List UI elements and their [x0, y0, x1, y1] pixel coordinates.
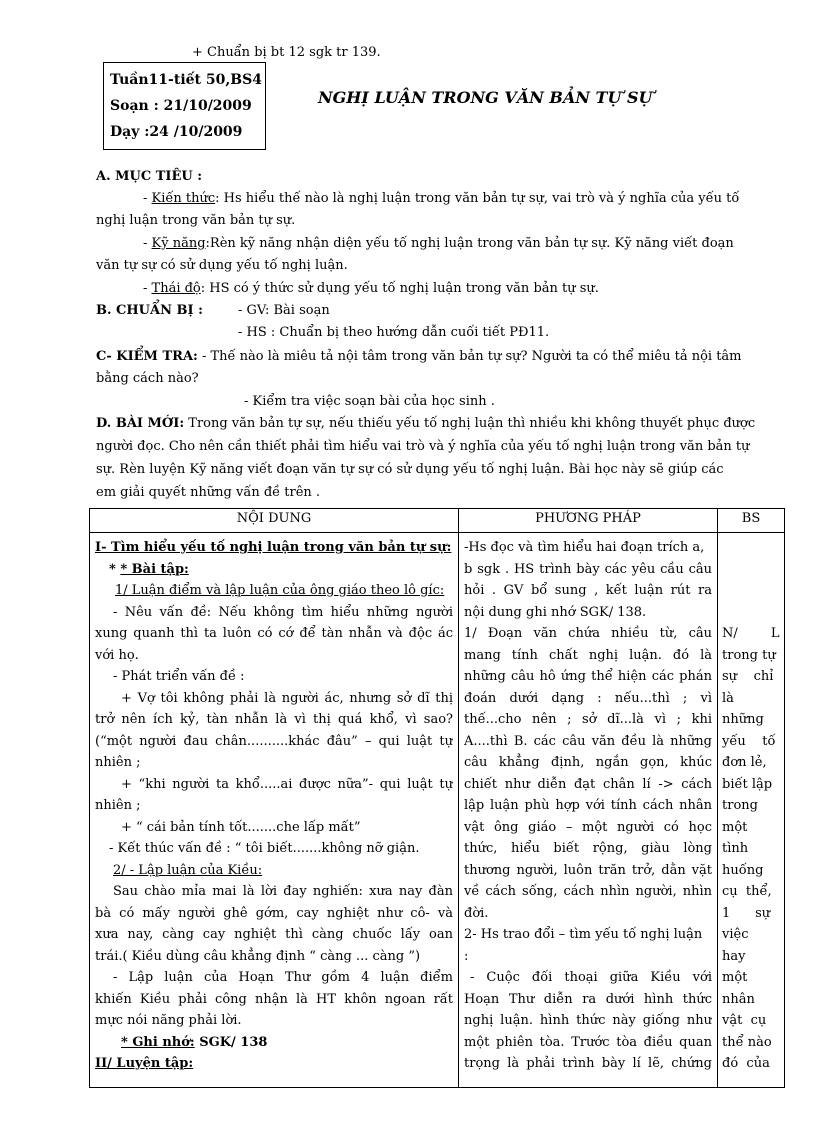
notes-line: vật cụ: [722, 1013, 767, 1028]
preparation-note: + Chuẩn bị bt 12 sgk tr 139.: [192, 45, 381, 60]
skill-objective: - Kỹ năng:Rèn kỹ năng nhận diện yếu tố nghị luận trong văn bản tự sự. Kỹ năng viết đoạn: [143, 236, 734, 251]
method-line: một phiên tòa. Trước tòa điều quan: [464, 1034, 712, 1050]
content-line: - Nêu vấn đề: Nếu không tìm hiểu những người: [113, 604, 453, 620]
content-line: [95, 1032, 453, 1054]
section-d-line4: em giải quyết những vấn đề trên .: [96, 485, 321, 500]
column-divider: [458, 509, 459, 1087]
header-method: PHƯƠNG PHÁP: [535, 511, 641, 526]
knowledge-objective: - Kiến thức: Hs hiểu thế nào là nghị luận trong văn bản tự sự, vai trò và ý nghĩa của yếu tố: [143, 191, 740, 206]
content-line: trở nên ích kỷ, tàn nhẫn là vì thị quá khổ, vì sao?: [95, 712, 453, 727]
lesson-info-box: [103, 62, 266, 150]
student-preparation: - HS : Chuẩn bị theo hướng dẫn cuối tiết PĐ11.: [238, 325, 550, 340]
section-c-line3: - Kiểm tra việc soạn bài của học sinh .: [244, 394, 495, 409]
notes-line: một: [722, 819, 748, 835]
method-line: -Hs đọc và tìm hiểu hai đoạn trích a,: [464, 540, 705, 555]
section-b-heading: B. CHUẨN BỊ :: [96, 303, 203, 318]
section-d-line3: sự. Rèn luyện Kỹ năng viết đoạn văn tự sự có sử dụng yếu tố nghị luận. Bài học này sẽ giúp các: [96, 462, 724, 477]
skill-text: :Rèn kỹ năng nhận diện yếu tố nghị luận trong văn bản tự sự. Kỹ năng viết đoạn: [205, 236, 734, 251]
method-line: đoán dưới dạng : nếu...thì ; vì: [464, 690, 712, 706]
method-line: thức, hiểu biết rộng, giàu lòng: [464, 841, 712, 856]
notes-line: 1 sự: [722, 905, 771, 921]
notes-line: tình: [722, 841, 749, 856]
method-line: câu khẳng định, ngắn gọn, khúc: [464, 755, 712, 770]
section-d-heading: D. BÀI MỚI:: [96, 416, 185, 431]
method-line: trọng là phải trình bày lí lẽ, chứng: [464, 1056, 712, 1071]
lesson-table: [89, 508, 785, 1088]
section-d-line1: [96, 413, 755, 435]
content-line: + “khi người ta khổ.....ai được nữa”- qui luật tự: [121, 776, 453, 792]
notes-line: biết lập: [722, 776, 773, 792]
content-line: 2/ - Lập luận của Kiều:: [113, 862, 263, 878]
content-line: trái.( Kiều dùng câu khẳng định “ càng ... càng ”): [95, 948, 421, 964]
teacher-preparation: - GV: Bài soạn: [238, 303, 330, 318]
summary-label: * Ghi nhớ:: [121, 1034, 195, 1050]
content-line: - Lập luận của Hoạn Thư gồm 4 luận điểm: [113, 970, 453, 985]
notes-line: sự chỉ: [722, 669, 774, 684]
content-line: + “ cái bản tính tốt.......che lấp mất”: [121, 819, 361, 835]
notes-line: một: [722, 970, 748, 985]
method-line: - Cuộc đối thoại giữa Kiều với: [470, 970, 712, 985]
content-line: khiến Kiều phải công nhận là HT khôn ngoan rất: [95, 991, 453, 1007]
method-line: về cách sống, cách nhìn người, nhìn: [464, 884, 712, 899]
attitude-label: Thái độ: [151, 281, 201, 296]
method-line: lập luận phù hợp với tính cách nhân: [464, 798, 712, 813]
notes-line: là: [722, 690, 734, 706]
method-line: mang tính chất nghị luận. đó là: [464, 647, 712, 663]
method-line: thế...cho nên ; sở dĩ...là vì ; khi: [464, 712, 712, 727]
method-column: [464, 537, 712, 1075]
notes-line: huống: [722, 862, 764, 878]
summary-ref: SGK/ 138: [194, 1034, 268, 1050]
content-line: xung quanh thì ta luôn có cớ để tàn nhẫn và độc ác: [95, 626, 453, 641]
content-column: [95, 537, 453, 1075]
method-line: nội dung ghi nhớ SGK/ 138.: [464, 604, 647, 620]
method-line: Hoạn Thư diễn ra dưới hình thức: [464, 991, 712, 1007]
notes-line: hay: [722, 948, 746, 964]
method-line: thương người, luôn trăn trở, dằn vặt: [464, 862, 712, 878]
section-c-line2: bằng cách nào?: [96, 371, 199, 386]
knowledge-objective-cont: nghị luận trong văn bản tự sự.: [96, 213, 296, 228]
header-row-divider: [90, 532, 784, 533]
content-line: với họ.: [95, 647, 139, 663]
content-line: - Phát triển vấn đề :: [113, 669, 245, 684]
method-line: nghị luận. hình thức này giống như: [464, 1013, 712, 1028]
content-line: - Kết thúc vấn đề : “ tôi biết.......không nỡ giận.: [109, 841, 420, 856]
method-line: A....thì B. các câu văn đều là những: [464, 733, 712, 749]
lesson-title: NGHỊ LUẬN TRONG VĂN BẢN TỰ SỰ: [318, 88, 653, 107]
notes-line: thể nào: [722, 1034, 772, 1050]
method-line: hỏi . GV bổ sung , kết luận rút ra: [464, 583, 712, 598]
section-d-line2: người đọc. Cho nên cần thiết phải tìm hiểu vai trò và ý nghĩa của yếu tố nghị luận trong văn bản tự: [96, 439, 750, 454]
notes-line: những: [722, 712, 764, 727]
lesson-taught-date: Dạy :24 /10/2009: [110, 124, 243, 140]
notes-line: đó của: [722, 1056, 770, 1071]
method-line: 1/ Đoạn văn chứa nhiều từ, câu: [464, 626, 712, 641]
section-c-text: - Thế nào là miêu tả nội tâm trong văn bản tự sự? Người ta có thể miêu tả nội tâm: [197, 349, 742, 364]
exercise-label: * Bài tập:: [120, 561, 189, 577]
lesson-prepared-date: Soạn : 21/10/2009: [110, 98, 252, 114]
lesson-week-period: Tuần11-tiết 50,BS4: [110, 72, 262, 88]
content-line: xưa nay, càng cay nghiệt thì càng chuốc lấy oan: [95, 927, 453, 942]
notes-line: cụ thể,: [722, 884, 772, 899]
method-line: b sgk . HS trình bày các yêu cầu câu: [464, 561, 712, 577]
section-c-line1: [96, 346, 742, 368]
content-line: (“một người đau chân..........khác đâu” – qui luật tự: [95, 733, 453, 749]
content-line: + Vợ tôi không phải là người ác, nhưng sở dĩ thị: [121, 690, 453, 706]
content-line: 1/ Luận điểm và lập luận của ông giáo theo lô gíc:: [115, 583, 445, 598]
attitude-text: : HS có ý thức sử dụng yếu tố nghị luận trong văn bản tự sự.: [200, 281, 599, 296]
content-line: Sau chào mỉa mai là lời đay nghiến: xưa nay đàn: [113, 884, 453, 899]
header-notes: BS: [741, 511, 761, 526]
content-line: mực nói năng phải lời.: [95, 1013, 242, 1028]
content-line: I- Tìm hiểu yếu tố nghị luận trong văn bản tự sự:: [95, 540, 452, 555]
notes-line: N/ L: [722, 626, 780, 641]
notes-line: việc: [722, 927, 749, 942]
content-line: II/ Luyện tập:: [95, 1056, 194, 1071]
method-line: những câu hô ứng thể hiện các phán: [464, 669, 712, 684]
method-line: :: [464, 948, 469, 964]
method-line: chiết như diễn đạt chân lí -> cách: [464, 776, 712, 792]
method-line: vật ông giáo – một người có học: [464, 819, 712, 835]
knowledge-text: : Hs hiểu thế nào là nghị luận trong văn bản tự sự, vai trò và ý nghĩa của yếu tố: [215, 191, 740, 206]
content-line: nhiên ;: [95, 755, 141, 770]
attitude-objective: - Thái độ: HS có ý thức sử dụng yếu tố nghị luận trong văn bản tự sự.: [143, 281, 599, 296]
section-d-text: Trong văn bản tự sự, nếu thiếu yếu tố nghị luận thì nhiều khi không thuyết phục được: [184, 416, 756, 431]
section-a-heading: A. MỤC TIÊU :: [96, 169, 203, 184]
column-divider: [717, 509, 718, 1087]
notes-column: [722, 623, 780, 1075]
notes-line: đơn lẻ,: [722, 755, 767, 770]
notes-line: trong tự: [722, 647, 776, 663]
knowledge-label: Kiến thức: [151, 191, 216, 206]
notes-line: nhân: [722, 991, 755, 1007]
content-line: * * Bài tập:: [109, 561, 189, 577]
method-line: đời.: [464, 905, 489, 921]
section-c-heading: C- KIỂM TRA:: [96, 349, 198, 364]
notes-line: trong: [722, 798, 758, 813]
skill-objective-cont: văn tự sự có sử dụng yếu tố nghị luận.: [96, 258, 348, 273]
content-line: bà có mấy người ghê gớm, cay nghiệt như cô- và: [95, 905, 453, 921]
header-content: NỘI DUNG: [236, 511, 312, 526]
method-line: 2- Hs trao đổi – tìm yếu tố nghị luận: [464, 927, 703, 942]
skill-label: Kỹ năng: [151, 236, 206, 251]
content-line: nhiên ;: [95, 798, 141, 813]
notes-line: yếu tố: [722, 733, 776, 749]
